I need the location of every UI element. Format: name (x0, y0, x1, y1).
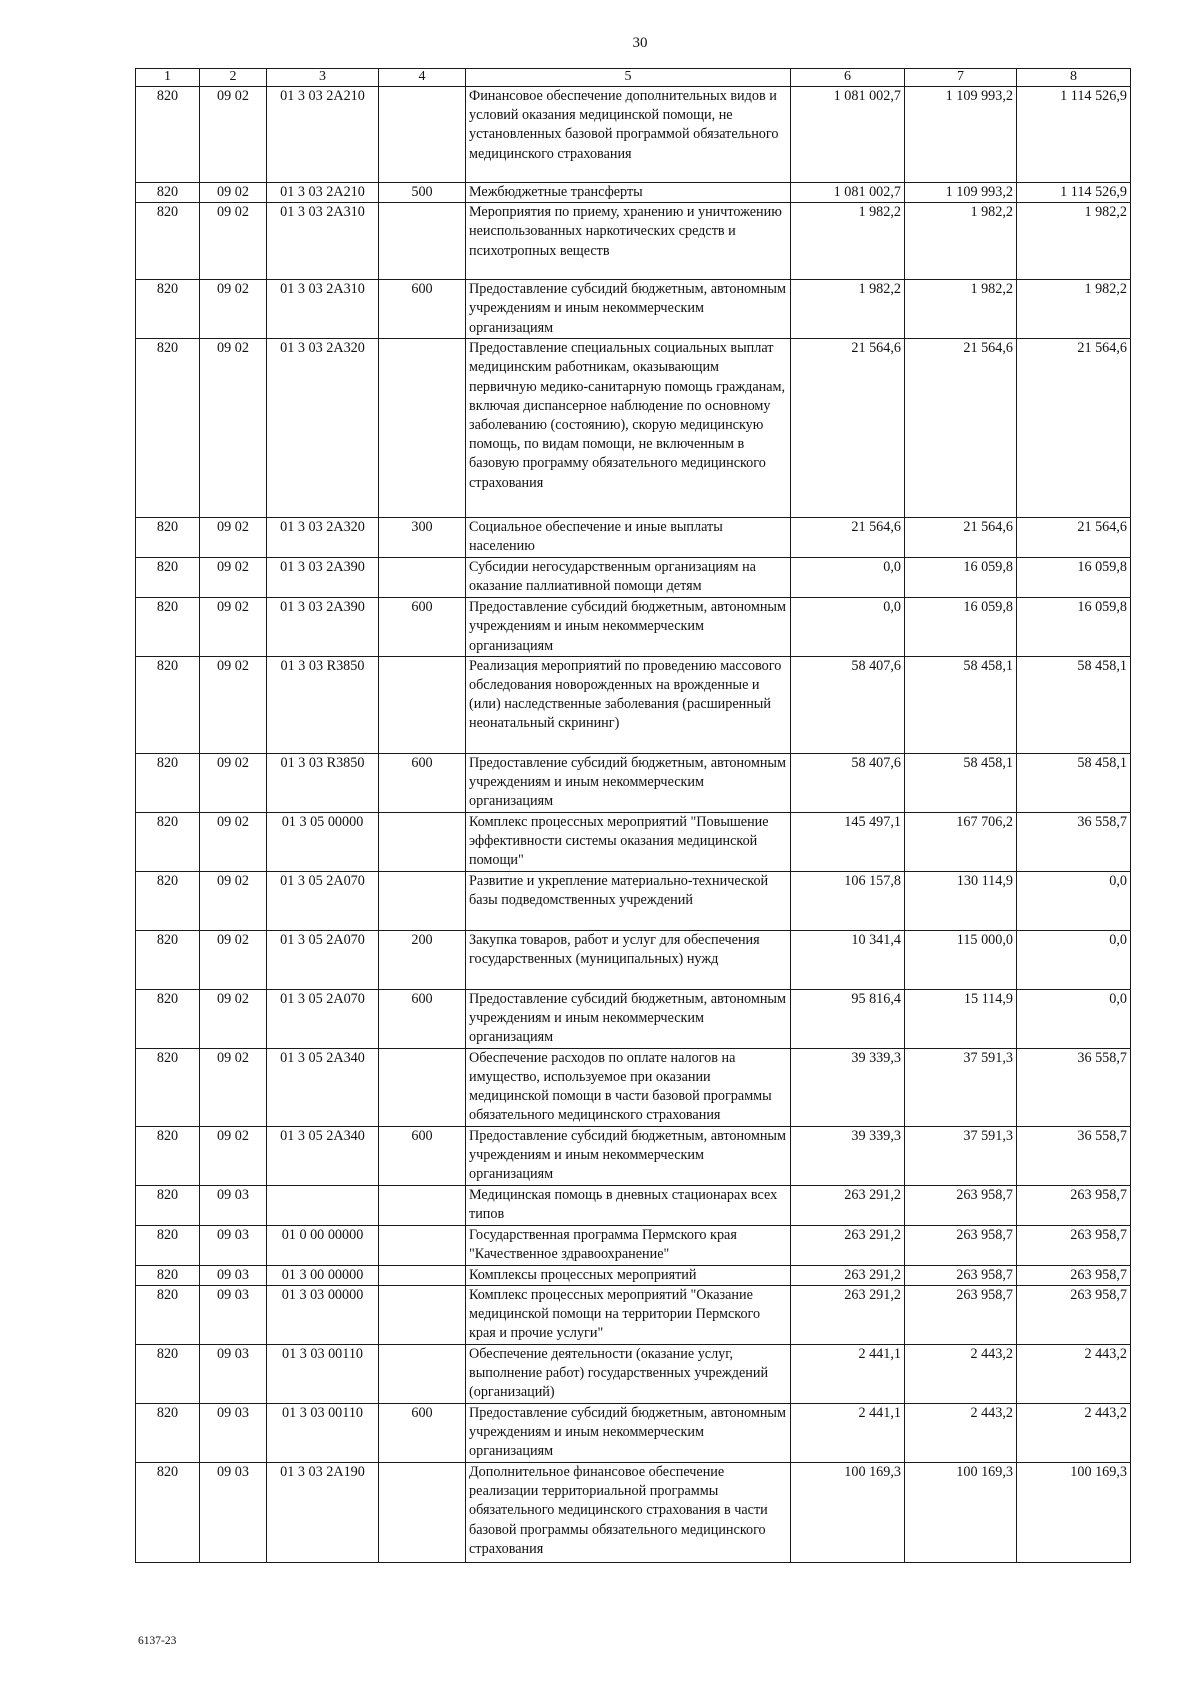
amount-col-7: 1 982,2 (905, 280, 1017, 339)
amount-col-6: 106 157,8 (791, 871, 905, 930)
item-description: Дополнительное финансовое обеспечение реализации территориальной программы обязательного медицинского страхования в части базовой программы обязательного медицинского страхования (466, 1463, 791, 1563)
table-row (136, 1404, 1131, 1463)
expense-type-code: 200 (379, 930, 466, 989)
budget-admin-code: 820 (136, 598, 200, 657)
item-description: Обеспечение расходов по оплате налогов на имущество, используемое при оказании медицинской помощи в части базовой программы обязательного медицинского страхования (466, 1048, 791, 1126)
amount-col-7: 130 114,9 (905, 871, 1017, 930)
target-article-code: 01 3 03 2А390 (267, 558, 379, 598)
section-code: 09 02 (200, 518, 267, 558)
section-code: 09 02 (200, 871, 267, 930)
amount-col-6: 263 291,2 (791, 1286, 905, 1345)
table-body (136, 87, 1131, 1563)
section-code: 09 02 (200, 339, 267, 518)
expense-type-code: 600 (379, 1126, 466, 1185)
item-description: Предоставление субсидий бюджетным, автономным учреждениям и иным некоммерческим организациям (466, 989, 791, 1048)
amount-col-8: 1 114 526,9 (1017, 87, 1131, 183)
amount-col-6: 39 339,3 (791, 1048, 905, 1126)
table-row (136, 1048, 1131, 1126)
item-description: Предоставление субсидий бюджетным, автономным учреждениям и иным некоммерческим организациям (466, 753, 791, 812)
budget-admin-code: 820 (136, 280, 200, 339)
item-description: Развитие и укрепление материально-технической базы подведомственных учреждений (466, 871, 791, 930)
budget-admin-code: 820 (136, 1463, 200, 1563)
expense-type-code (379, 558, 466, 598)
amount-col-7: 21 564,6 (905, 339, 1017, 518)
budget-admin-code: 820 (136, 87, 200, 183)
amount-col-7: 263 958,7 (905, 1286, 1017, 1345)
section-code: 09 02 (200, 656, 267, 753)
amount-col-8: 1 982,2 (1017, 280, 1131, 339)
amount-col-7: 16 059,8 (905, 598, 1017, 657)
budget-admin-code: 820 (136, 339, 200, 518)
expense-type-code (379, 656, 466, 753)
amount-col-8: 16 059,8 (1017, 598, 1131, 657)
amount-col-6: 263 291,2 (791, 1265, 905, 1285)
table-row (136, 656, 1131, 753)
table-row (136, 1126, 1131, 1185)
amount-col-6: 95 816,4 (791, 989, 905, 1048)
expense-type-code (379, 1463, 466, 1563)
amount-col-7: 37 591,3 (905, 1048, 1017, 1126)
amount-col-7: 1 982,2 (905, 203, 1017, 280)
expense-type-code: 600 (379, 753, 466, 812)
amount-col-8: 100 169,3 (1017, 1463, 1131, 1563)
amount-col-8: 36 558,7 (1017, 1126, 1131, 1185)
amount-col-6: 39 339,3 (791, 1126, 905, 1185)
amount-col-6: 1 081 002,7 (791, 87, 905, 183)
section-code: 09 03 (200, 1185, 267, 1225)
amount-col-6: 1 982,2 (791, 280, 905, 339)
item-description: Субсидии негосударственным организациям на оказание паллиативной помощи детям (466, 558, 791, 598)
table-row (136, 280, 1131, 339)
budget-admin-code: 820 (136, 1126, 200, 1185)
amount-col-7: 263 958,7 (905, 1225, 1017, 1265)
expense-type-code: 500 (379, 183, 466, 203)
amount-col-8: 58 458,1 (1017, 656, 1131, 753)
table-row (136, 871, 1131, 930)
section-code: 09 02 (200, 203, 267, 280)
table-row (136, 1286, 1131, 1345)
target-article-code: 01 3 05 00000 (267, 812, 379, 871)
amount-col-8: 16 059,8 (1017, 558, 1131, 598)
target-article-code: 01 3 03 2А390 (267, 598, 379, 657)
budget-admin-code: 820 (136, 1225, 200, 1265)
section-code: 09 02 (200, 87, 267, 183)
amount-col-7: 167 706,2 (905, 812, 1017, 871)
budget-table (135, 68, 1131, 1563)
header-col-1: 1 (136, 69, 200, 87)
target-article-code: 01 3 05 2А340 (267, 1048, 379, 1126)
amount-col-8: 21 564,6 (1017, 518, 1131, 558)
target-article-code: 01 3 05 2А070 (267, 989, 379, 1048)
amount-col-7: 263 958,7 (905, 1185, 1017, 1225)
expense-type-code: 300 (379, 518, 466, 558)
table-row (136, 989, 1131, 1048)
target-article-code: 01 3 03 00110 (267, 1345, 379, 1404)
section-code: 09 03 (200, 1463, 267, 1563)
expense-type-code (379, 1185, 466, 1225)
amount-col-7: 58 458,1 (905, 753, 1017, 812)
amount-col-6: 2 441,1 (791, 1345, 905, 1404)
amount-col-8: 2 443,2 (1017, 1404, 1131, 1463)
budget-admin-code: 820 (136, 558, 200, 598)
amount-col-6: 0,0 (791, 558, 905, 598)
item-description: Предоставление субсидий бюджетным, автономным учреждениям и иным некоммерческим организациям (466, 1404, 791, 1463)
header-col-8: 8 (1017, 69, 1131, 87)
table-row (136, 753, 1131, 812)
amount-col-6: 100 169,3 (791, 1463, 905, 1563)
amount-col-6: 10 341,4 (791, 930, 905, 989)
header-col-6: 6 (791, 69, 905, 87)
header-col-4: 4 (379, 69, 466, 87)
expense-type-code (379, 871, 466, 930)
amount-col-8: 58 458,1 (1017, 753, 1131, 812)
table-row (136, 339, 1131, 518)
amount-col-8: 21 564,6 (1017, 339, 1131, 518)
budget-admin-code: 820 (136, 518, 200, 558)
amount-col-8: 2 443,2 (1017, 1345, 1131, 1404)
budget-admin-code: 820 (136, 871, 200, 930)
amount-col-7: 2 443,2 (905, 1404, 1017, 1463)
budget-admin-code: 820 (136, 656, 200, 753)
expense-type-code (379, 1265, 466, 1285)
amount-col-8: 263 958,7 (1017, 1286, 1131, 1345)
target-article-code: 01 3 03 00000 (267, 1286, 379, 1345)
amount-col-7: 2 443,2 (905, 1345, 1017, 1404)
target-article-code (267, 1185, 379, 1225)
budget-admin-code: 820 (136, 1345, 200, 1404)
amount-col-6: 263 291,2 (791, 1225, 905, 1265)
table-row (136, 1345, 1131, 1404)
budget-admin-code: 820 (136, 183, 200, 203)
footer-code: 6137-23 (138, 1635, 177, 1647)
budget-admin-code: 820 (136, 989, 200, 1048)
amount-col-6: 145 497,1 (791, 812, 905, 871)
budget-admin-code: 820 (136, 1286, 200, 1345)
target-article-code: 01 3 03 2А310 (267, 280, 379, 339)
budget-admin-code: 820 (136, 753, 200, 812)
header-col-5: 5 (466, 69, 791, 87)
expense-type-code (379, 1286, 466, 1345)
item-description: Предоставление субсидий бюджетным, автономным учреждениям и иным некоммерческим организациям (466, 598, 791, 657)
table-row (136, 930, 1131, 989)
target-article-code: 01 3 03 2А190 (267, 1463, 379, 1563)
budget-admin-code: 820 (136, 203, 200, 280)
header-col-3: 3 (267, 69, 379, 87)
section-code: 09 02 (200, 753, 267, 812)
budget-admin-code: 820 (136, 1265, 200, 1285)
target-article-code: 01 3 03 2А210 (267, 183, 379, 203)
table-row (136, 598, 1131, 657)
target-article-code: 01 0 00 00000 (267, 1225, 379, 1265)
target-article-code: 01 3 03 2А320 (267, 339, 379, 518)
section-code: 09 02 (200, 989, 267, 1048)
target-article-code: 01 3 00 00000 (267, 1265, 379, 1285)
expense-type-code (379, 203, 466, 280)
target-article-code: 01 3 03 R3850 (267, 656, 379, 753)
item-description: Предоставление специальных социальных выплат медицинским работникам, оказывающим первичную медико-санитарную помощь гражданам, включая диспансерное наблюдение по основному заболеванию (состоянию), скорую медицинскую помощь, по видам помощи, не включенным в базовую программу обязательного медицинского страхования (466, 339, 791, 518)
amount-col-8: 0,0 (1017, 989, 1131, 1048)
amount-col-6: 58 407,6 (791, 656, 905, 753)
amount-col-6: 58 407,6 (791, 753, 905, 812)
item-description: Комплексы процессных мероприятий (466, 1265, 791, 1285)
amount-col-8: 1 982,2 (1017, 203, 1131, 280)
expense-type-code (379, 339, 466, 518)
amount-col-8: 0,0 (1017, 930, 1131, 989)
amount-col-6: 2 441,1 (791, 1404, 905, 1463)
section-code: 09 02 (200, 1048, 267, 1126)
amount-col-7: 100 169,3 (905, 1463, 1017, 1563)
target-article-code: 01 3 05 2А070 (267, 930, 379, 989)
expense-type-code: 600 (379, 280, 466, 339)
amount-col-6: 21 564,6 (791, 518, 905, 558)
budget-admin-code: 820 (136, 930, 200, 989)
section-code: 09 03 (200, 1345, 267, 1404)
amount-col-8: 1 114 526,9 (1017, 183, 1131, 203)
item-description: Комплекс процессных мероприятий "Оказание медицинской помощи на территории Пермского края и прочие услуги" (466, 1286, 791, 1345)
amount-col-8: 263 958,7 (1017, 1225, 1131, 1265)
amount-col-7: 1 109 993,2 (905, 87, 1017, 183)
item-description: Медицинская помощь в дневных стационарах всех типов (466, 1185, 791, 1225)
amount-col-8: 36 558,7 (1017, 812, 1131, 871)
section-code: 09 03 (200, 1404, 267, 1463)
expense-type-code (379, 812, 466, 871)
table-row (136, 558, 1131, 598)
amount-col-7: 15 114,9 (905, 989, 1017, 1048)
table-row (136, 1185, 1131, 1225)
budget-admin-code: 820 (136, 1185, 200, 1225)
target-article-code: 01 3 03 2А310 (267, 203, 379, 280)
expense-type-code: 600 (379, 989, 466, 1048)
item-description: Реализация мероприятий по проведению массового обследования новорожденных на врожденные и (или) наследственные заболевания (расширенный неонатальный скрининг) (466, 656, 791, 753)
amount-col-6: 1 982,2 (791, 203, 905, 280)
target-article-code: 01 3 05 2А070 (267, 871, 379, 930)
amount-col-8: 263 958,7 (1017, 1185, 1131, 1225)
budget-admin-code: 820 (136, 1404, 200, 1463)
header-col-2: 2 (200, 69, 267, 87)
item-description: Мероприятия по приему, хранению и уничтожению неиспользованных наркотических средств и психотропных веществ (466, 203, 791, 280)
expense-type-code (379, 1048, 466, 1126)
table-row (136, 87, 1131, 183)
table-row (136, 1265, 1131, 1285)
target-article-code: 01 3 03 00110 (267, 1404, 379, 1463)
item-description: Закупка товаров, работ и услуг для обеспечения государственных (муниципальных) нужд (466, 930, 791, 989)
section-code: 09 03 (200, 1225, 267, 1265)
section-code: 09 02 (200, 598, 267, 657)
budget-admin-code: 820 (136, 812, 200, 871)
amount-col-6: 263 291,2 (791, 1185, 905, 1225)
section-code: 09 02 (200, 930, 267, 989)
table-row (136, 1225, 1131, 1265)
section-code: 09 03 (200, 1265, 267, 1285)
item-description: Обеспечение деятельности (оказание услуг, выполнение работ) государственных учреждений (организаций) (466, 1345, 791, 1404)
item-description: Финансовое обеспечение дополнительных видов и условий оказания медицинской помощи, не установленных базовой программой обязательного медицинского страхования (466, 87, 791, 183)
amount-col-7: 58 458,1 (905, 656, 1017, 753)
amount-col-8: 263 958,7 (1017, 1265, 1131, 1285)
item-description: Комплекс процессных мероприятий "Повышение эффективности системы оказания медицинской помощи" (466, 812, 791, 871)
page-number: 30 (632, 35, 648, 51)
target-article-code: 01 3 05 2А340 (267, 1126, 379, 1185)
header-row (136, 69, 1131, 87)
amount-col-7: 263 958,7 (905, 1265, 1017, 1285)
section-code: 09 02 (200, 183, 267, 203)
item-description: Государственная программа Пермского края "Качественное здравоохранение" (466, 1225, 791, 1265)
item-description: Предоставление субсидий бюджетным, автономным учреждениям и иным некоммерческим организациям (466, 280, 791, 339)
budget-admin-code: 820 (136, 1048, 200, 1126)
item-description: Межбюджетные трансферты (466, 183, 791, 203)
amount-col-7: 1 109 993,2 (905, 183, 1017, 203)
expense-type-code: 600 (379, 598, 466, 657)
section-code: 09 03 (200, 1286, 267, 1345)
amount-col-8: 0,0 (1017, 871, 1131, 930)
table-row (136, 518, 1131, 558)
amount-col-6: 21 564,6 (791, 339, 905, 518)
table-row (136, 203, 1131, 280)
item-description: Предоставление субсидий бюджетным, автономным учреждениям и иным некоммерческим организациям (466, 1126, 791, 1185)
amount-col-7: 16 059,8 (905, 558, 1017, 598)
amount-col-7: 37 591,3 (905, 1126, 1017, 1185)
section-code: 09 02 (200, 1126, 267, 1185)
table-row (136, 183, 1131, 203)
section-code: 09 02 (200, 558, 267, 598)
expense-type-code (379, 1345, 466, 1404)
amount-col-6: 0,0 (791, 598, 905, 657)
expense-type-code (379, 87, 466, 183)
amount-col-8: 36 558,7 (1017, 1048, 1131, 1126)
target-article-code: 01 3 03 2А320 (267, 518, 379, 558)
section-code: 09 02 (200, 280, 267, 339)
item-description: Социальное обеспечение и иные выплаты населению (466, 518, 791, 558)
table-row (136, 1463, 1131, 1563)
expense-type-code: 600 (379, 1404, 466, 1463)
amount-col-7: 115 000,0 (905, 930, 1017, 989)
section-code: 09 02 (200, 812, 267, 871)
expense-type-code (379, 1225, 466, 1265)
amount-col-6: 1 081 002,7 (791, 183, 905, 203)
amount-col-7: 21 564,6 (905, 518, 1017, 558)
header-col-7: 7 (905, 69, 1017, 87)
target-article-code: 01 3 03 2А210 (267, 87, 379, 183)
table-row (136, 812, 1131, 871)
target-article-code: 01 3 03 R3850 (267, 753, 379, 812)
